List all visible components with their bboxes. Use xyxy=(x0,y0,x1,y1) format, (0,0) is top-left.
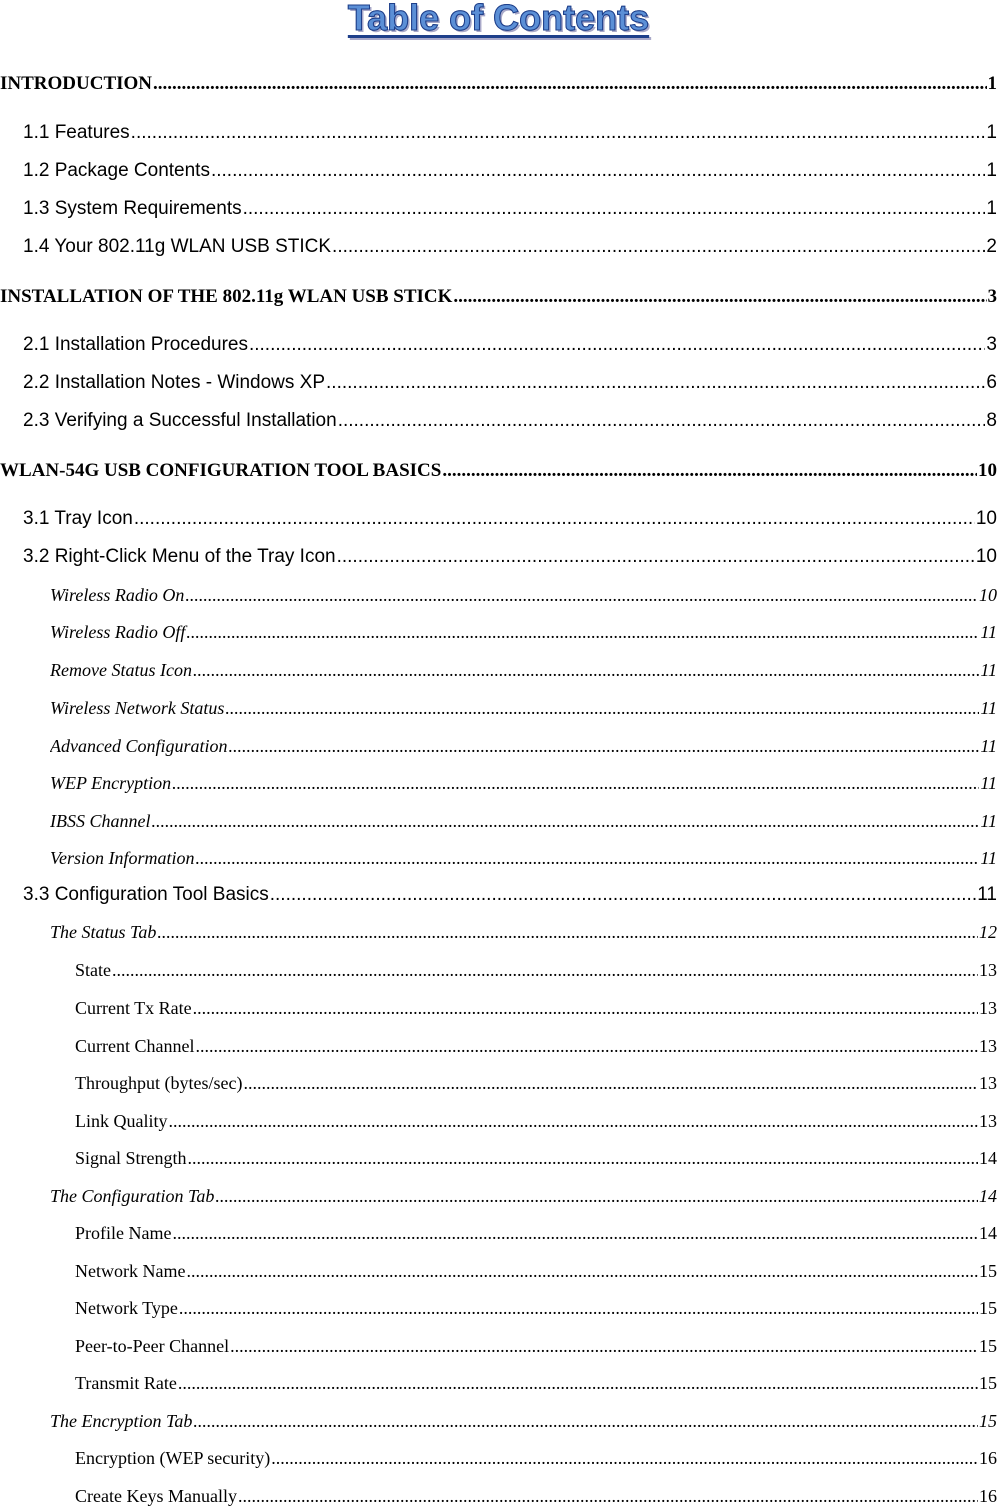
toc-entry-label: 3.2 Right-Click Menu of the Tray Icon xyxy=(23,546,336,567)
toc-entry-page: 2 xyxy=(986,236,997,257)
toc-entry[interactable] xyxy=(50,622,997,643)
toc-leader-dots xyxy=(337,546,975,568)
toc-entry-page: 15 xyxy=(979,1411,997,1431)
toc-entry-page: 16 xyxy=(979,1486,997,1506)
toc-entry-label: Version Information xyxy=(50,848,195,868)
toc-entry[interactable] xyxy=(0,286,997,308)
toc-entry-label: Advanced Configuration xyxy=(50,736,228,756)
toc-leader-dots xyxy=(270,884,977,906)
toc-leader-dots xyxy=(211,160,985,182)
toc-entry-page: 11 xyxy=(977,884,997,905)
toc-entry-label: The Status Tab xyxy=(50,922,157,942)
toc-entry-page: 15 xyxy=(979,1261,997,1281)
toc-entry-page: 16 xyxy=(979,1448,997,1468)
toc-leader-dots xyxy=(193,1411,978,1432)
toc-leader-dots xyxy=(112,960,978,981)
toc-entry-page: 15 xyxy=(979,1298,997,1318)
toc-entry-page: 1 xyxy=(986,160,997,181)
toc-entry-label: Current Channel xyxy=(75,1036,195,1056)
toc-entry-label: Wireless Radio Off xyxy=(50,622,186,642)
toc-entry-page: 14 xyxy=(979,1148,997,1168)
toc-entry-label: WLAN-54G USB CONFIGURATION TOOL BASICS xyxy=(0,460,442,481)
toc-entry[interactable] xyxy=(75,1261,997,1282)
toc-entry-label: 1.2 Package Contents xyxy=(23,160,210,181)
toc-entry-label: INSTALLATION OF THE 802.11g WLAN USB STICK xyxy=(0,286,453,307)
toc-entry[interactable] xyxy=(23,372,997,394)
toc-entry-page: 14 xyxy=(979,1223,997,1243)
toc-entry-label: Network Type xyxy=(75,1298,178,1318)
toc-leader-dots xyxy=(193,998,978,1019)
toc-entry[interactable] xyxy=(23,236,997,258)
toc-leader-dots xyxy=(196,848,980,869)
toc-leader-dots xyxy=(225,698,979,719)
toc-entry[interactable] xyxy=(75,1373,997,1394)
toc-entry-label: Transmit Rate xyxy=(75,1373,177,1393)
toc-leader-dots xyxy=(153,73,986,95)
toc-entry-label: Wireless Network Status xyxy=(50,698,225,718)
toc-leader-dots xyxy=(186,1261,978,1282)
toc-entry-page: 11 xyxy=(980,773,997,793)
toc-leader-dots xyxy=(169,1111,979,1132)
toc-entry[interactable] xyxy=(75,960,997,981)
toc-entry-label: Remove Status Icon xyxy=(50,660,192,680)
toc-entry[interactable] xyxy=(75,1148,997,1169)
toc-leader-dots xyxy=(157,922,978,943)
toc-entry[interactable] xyxy=(50,1186,997,1207)
toc-entry[interactable] xyxy=(75,1111,997,1132)
toc-entry-page: 13 xyxy=(979,998,997,1018)
toc-leader-dots xyxy=(178,1373,978,1394)
toc-leader-dots xyxy=(188,1148,979,1169)
toc-entry-page: 11 xyxy=(980,848,997,868)
toc-leader-dots xyxy=(326,372,985,394)
toc-leader-dots xyxy=(193,660,979,681)
toc-entry[interactable] xyxy=(23,334,997,356)
toc-leader-dots xyxy=(134,508,975,530)
toc-entry-page: 1 xyxy=(987,73,997,94)
toc-leader-dots xyxy=(172,773,979,794)
toc-entry-label: Create Keys Manually xyxy=(75,1486,237,1506)
toc-entry-page: 10 xyxy=(978,460,997,481)
toc-leader-dots xyxy=(271,1448,978,1469)
toc-entry-page: 12 xyxy=(979,922,997,942)
toc-leader-dots xyxy=(453,286,986,308)
toc-entry-label: INTRODUCTION xyxy=(0,73,153,94)
toc-entry-label: 1.4 Your 802.11g WLAN USB STICK xyxy=(23,236,332,257)
toc-entry[interactable] xyxy=(50,736,997,757)
toc-entry-page: 10 xyxy=(979,585,997,605)
toc-entry[interactable] xyxy=(75,1223,997,1244)
toc-entry-label: The Configuration Tab xyxy=(50,1186,215,1206)
toc-leader-dots xyxy=(230,1336,978,1357)
toc-entry-label: IBSS Channel xyxy=(50,811,151,831)
toc-entry-page: 15 xyxy=(979,1373,997,1393)
toc-entry-page: 13 xyxy=(979,1111,997,1131)
toc-entry-page: 14 xyxy=(979,1186,997,1206)
toc-entry[interactable] xyxy=(75,1298,997,1319)
toc-leader-dots xyxy=(243,198,986,220)
toc-entry-label: 2.1 Installation Procedures xyxy=(23,334,248,355)
toc-entry-label: 3.1 Tray Icon xyxy=(23,508,133,529)
toc-entry-page: 15 xyxy=(979,1336,997,1356)
toc-entry-page: 3 xyxy=(986,334,997,355)
toc-leader-dots xyxy=(332,236,985,258)
toc-entry-label: Current Tx Rate xyxy=(75,998,192,1018)
toc-entry[interactable] xyxy=(50,848,997,869)
toc-leader-dots xyxy=(131,122,986,144)
toc-entry[interactable] xyxy=(50,698,997,719)
toc-entry-page: 8 xyxy=(986,410,997,431)
toc-entry[interactable] xyxy=(23,884,997,906)
toc-leader-dots xyxy=(195,1036,978,1057)
toc-entry-label: Link Quality xyxy=(75,1111,168,1131)
toc-entry[interactable] xyxy=(75,998,997,1019)
toc-leader-dots xyxy=(185,585,978,606)
toc-entry-label: The Encryption Tab xyxy=(50,1411,193,1431)
toc-leader-dots xyxy=(179,1298,978,1319)
toc-entry[interactable] xyxy=(23,198,997,220)
toc-entry[interactable] xyxy=(23,508,997,530)
toc-entry-label: Network Name xyxy=(75,1261,186,1281)
toc-entry-page: 1 xyxy=(986,122,997,143)
toc-leader-dots xyxy=(338,410,986,432)
toc-entry[interactable] xyxy=(23,546,997,568)
toc-leader-dots xyxy=(228,736,979,757)
toc-entry[interactable] xyxy=(0,73,997,95)
toc-entry[interactable] xyxy=(75,1036,997,1057)
toc-entry[interactable] xyxy=(23,160,997,182)
toc-title: Table of Contents xyxy=(347,0,650,38)
toc-entry-page: 11 xyxy=(980,736,997,756)
toc-leader-dots xyxy=(152,811,980,832)
toc-entry-page: 13 xyxy=(979,1073,997,1093)
toc-entry[interactable] xyxy=(50,811,997,832)
toc-entry-page: 1 xyxy=(986,198,997,219)
toc-leader-dots xyxy=(249,334,985,356)
toc-leader-dots xyxy=(442,460,977,482)
toc-entry-label: Profile Name xyxy=(75,1223,172,1243)
toc-entry[interactable] xyxy=(75,1448,997,1469)
toc-entry-page: 13 xyxy=(979,960,997,980)
toc-leader-dots xyxy=(243,1073,978,1094)
toc-entry[interactable] xyxy=(23,122,997,144)
toc-entry[interactable] xyxy=(50,773,997,794)
toc-entry-label: State xyxy=(75,960,111,980)
toc-entry-page: 11 xyxy=(980,660,997,680)
toc-entry-page: 10 xyxy=(975,508,997,529)
toc-leader-dots xyxy=(238,1486,978,1507)
toc-entry-label: Wireless Radio On xyxy=(50,585,185,605)
toc-entry-label: Encryption (WEP security) xyxy=(75,1448,271,1468)
toc-entry-page: 11 xyxy=(980,698,997,718)
toc-entry[interactable] xyxy=(50,660,997,681)
toc-entry-label: 2.2 Installation Notes - Windows XP xyxy=(23,372,326,393)
toc-entry-label: Throughput (bytes/sec) xyxy=(75,1073,243,1093)
toc-entry-label: 3.3 Configuration Tool Basics xyxy=(23,884,269,905)
toc-entry[interactable] xyxy=(75,1073,997,1094)
toc-entry-page: 10 xyxy=(975,546,997,567)
toc-entry[interactable] xyxy=(50,922,997,943)
toc-entry[interactable] xyxy=(50,585,997,606)
toc-entry[interactable] xyxy=(0,460,997,482)
toc-entry[interactable] xyxy=(50,1411,997,1432)
toc-entry-label: 1.3 System Requirements xyxy=(23,198,242,219)
toc-entry-page: 3 xyxy=(987,286,997,307)
toc-leader-dots xyxy=(215,1186,978,1207)
toc-entry-label: 1.1 Features xyxy=(23,122,130,143)
toc-entry-label: 2.3 Verifying a Successful Installation xyxy=(23,410,337,431)
toc-entry-label: Peer-to-Peer Channel xyxy=(75,1336,230,1356)
toc-entry[interactable] xyxy=(75,1336,997,1357)
toc-entry-page: 11 xyxy=(980,622,997,642)
toc-leader-dots xyxy=(172,1223,978,1244)
toc-entry[interactable] xyxy=(75,1486,997,1507)
toc-entry-label: WEP Encryption xyxy=(50,773,172,793)
toc-entry-page: 13 xyxy=(979,1036,997,1056)
toc-entry-page: 11 xyxy=(980,811,997,831)
toc-entry-page: 6 xyxy=(986,372,997,393)
toc-leader-dots xyxy=(186,622,979,643)
toc-entry-label: Signal Strength xyxy=(75,1148,187,1168)
toc-entry[interactable] xyxy=(23,410,997,432)
